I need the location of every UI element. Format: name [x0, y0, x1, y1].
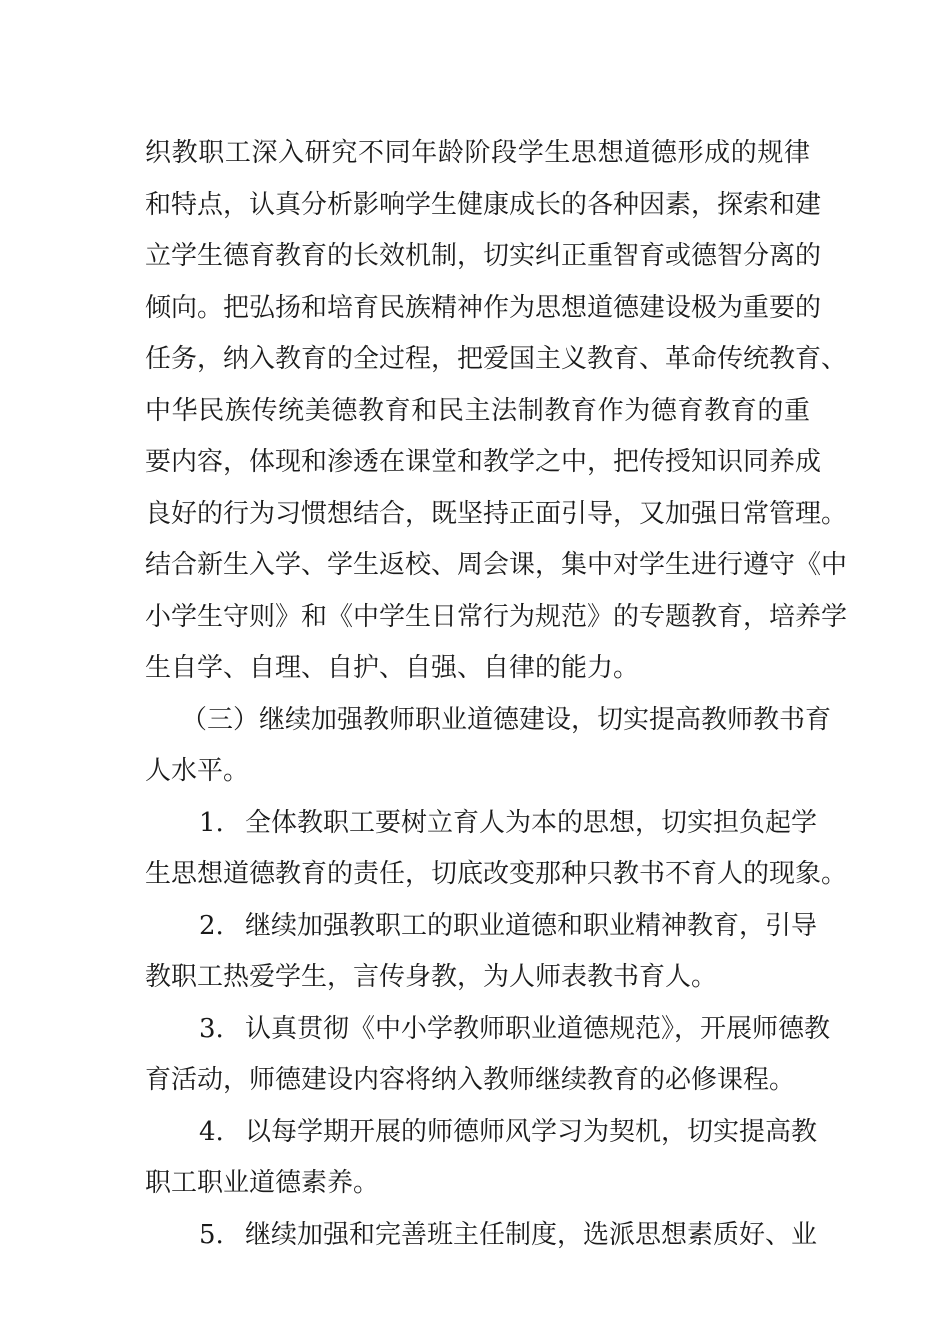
item-text: 继续加强教职工的职业道德和职业精神教育，引导	[245, 910, 818, 941]
item-first-line	[145, 1107, 818, 1159]
document-page	[145, 128, 848, 1261]
heading-line: （三）继续加强教师职业道德建设，切实提高教师教书育	[181, 704, 832, 735]
text-line: 结合新生入学、学生返校、周会课，集中对学生进行遵守《中	[145, 550, 848, 580]
item-text: 继续加强和完善班主任制度，选派思想素质好、业	[245, 1219, 818, 1250]
item-second-line: 育活动，师德建设内容将纳入教师继续教育的必修课程。	[145, 1065, 796, 1095]
text-line: 要内容，体现和渗透在课堂和教学之中，把传授知识同养成	[145, 447, 822, 477]
text-line: 任务，纳入教育的全过程，把爱国主义教育、革命传统教育、	[145, 344, 848, 374]
item-first-line	[145, 798, 818, 850]
text-line: 中华民族传统美德教育和民主法制教育作为德育教育的重	[145, 395, 810, 426]
item-second-line: 职工职业道德素养。	[145, 1168, 380, 1198]
item-number: 4.	[199, 1116, 224, 1147]
item-second-line: 生思想道德教育的责任，切底改变那种只教书不育人的现象。	[145, 859, 848, 889]
text-line: 立学生德育教育的长效机制，切实纠正重智育或德智分离的	[145, 241, 822, 271]
item-number: 3.	[199, 1013, 224, 1044]
text-line: 和特点，认真分析影响学生健康成长的各种因素，探索和建	[145, 189, 822, 220]
item-number: 2.	[199, 910, 224, 941]
item-text: 全体教职工要树立育人为本的思想，切实担负起学	[245, 807, 818, 838]
item-first-line	[145, 1210, 818, 1262]
list-item-1	[145, 798, 848, 901]
item-number: 5.	[199, 1219, 224, 1250]
list-item-4	[145, 1107, 818, 1210]
section-heading-teacher-ethics	[145, 695, 832, 798]
list-item-5	[145, 1210, 818, 1262]
text-line: 织教职工深入研究不同年龄阶段学生思想道德形成的规律	[145, 138, 810, 168]
list-item-2	[145, 901, 818, 1004]
heading-line: 人水平。	[145, 756, 250, 786]
item-text: 认真贯彻《中小学教师职业道德规范》，开展师德教	[245, 1013, 831, 1044]
list-item-3	[145, 1004, 831, 1107]
text-line: 生自学、自理、自护、自强、自律的能力。	[145, 653, 640, 683]
item-first-line	[145, 901, 818, 953]
item-number: 1.	[199, 807, 224, 838]
item-text: 以每学期开展的师德师风学习为契机，切实提高教	[245, 1116, 818, 1147]
text-line: 倾向。把弘扬和培育民族精神作为思想道德建设极为重要的	[145, 292, 822, 323]
item-second-line: 教职工热爱学生，言传身教，为人师表教书育人。	[145, 962, 718, 992]
text-line: 小学生守则》和《中学生日常行为规范》的专题教育，培养学	[145, 601, 848, 632]
text-line: 良好的行为习惯想结合，既坚持正面引导，又加强日常管理。	[145, 498, 848, 529]
paragraph-student-moral-education	[145, 128, 848, 695]
item-first-line	[145, 1004, 831, 1056]
